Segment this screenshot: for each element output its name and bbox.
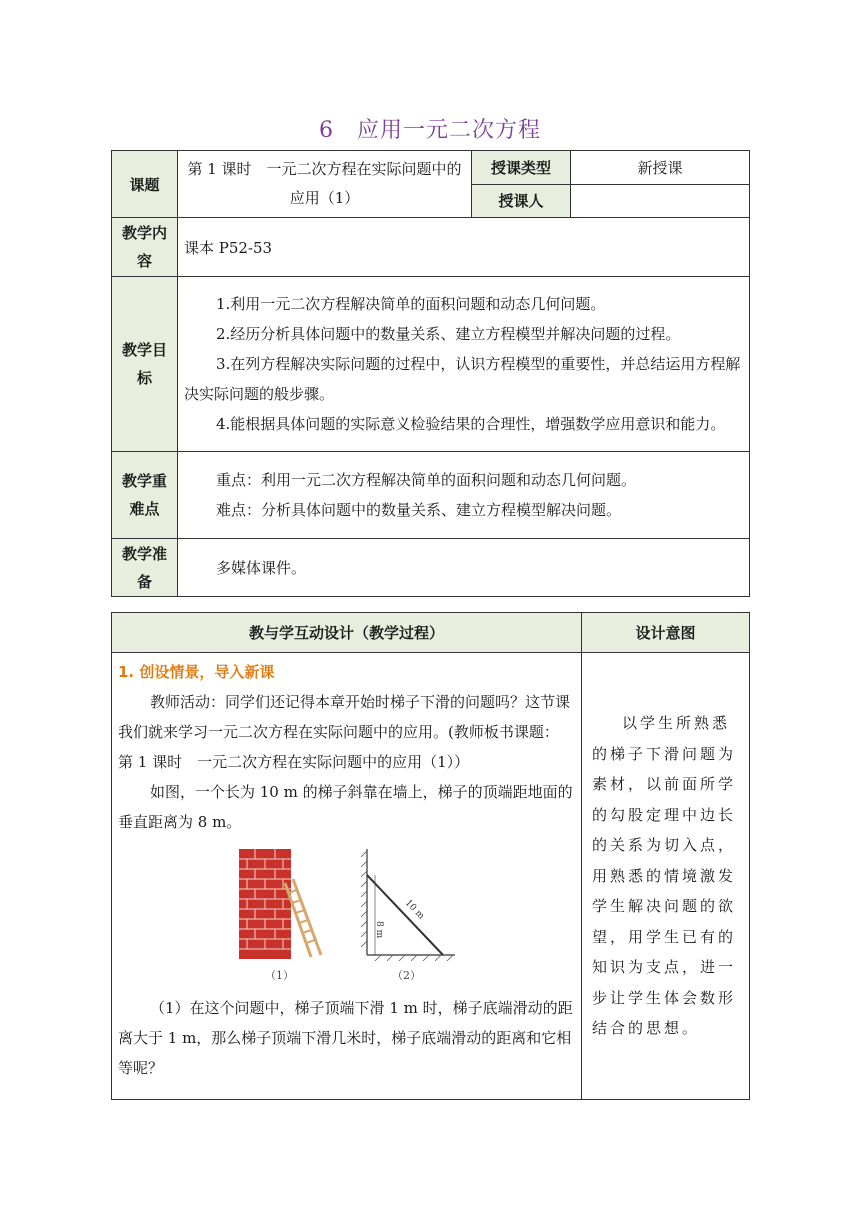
type-label: 授课类型 bbox=[472, 151, 571, 185]
ladder-triangle-diagram bbox=[355, 843, 459, 961]
goals-label: 教学目标 bbox=[112, 277, 178, 452]
goal-item: 2.经历分析具体问题中的数量关系、建立方程模型并解决问题的过程。 bbox=[216, 325, 681, 343]
page-title: 6 应用一元二次方程 bbox=[319, 118, 541, 143]
figure-1-caption: （1） bbox=[265, 969, 294, 982]
goal-item: 3.在列方程解决实际问题的过程中，认识方程模型的重要性，并总结运用方程解决实际问题的般步骤。 bbox=[184, 355, 741, 403]
prep-label: 教学准备 bbox=[112, 539, 178, 597]
goals-list bbox=[178, 277, 750, 452]
ladder-figures bbox=[118, 843, 575, 983]
height-label: 8 m bbox=[373, 921, 384, 939]
ladder-length-label: 10 m bbox=[402, 898, 426, 922]
difficult-point: 难点：分析具体问题中的数量关系、建立方程模型解决问题。 bbox=[216, 501, 622, 519]
goal-item: 4.能根据具体问题的实际意义检验结果的合理性，增强数学应用意识和能力。 bbox=[216, 415, 726, 433]
course-value: 第 1 课时 一元二次方程在实际问题中的应用（1） bbox=[178, 151, 472, 218]
intent-header: 设计意图 bbox=[582, 613, 750, 653]
problem-statement: 如图，一个长为 10 m 的梯子斜靠在墙上，梯子的顶端距地面的垂直距离为 8 m。 bbox=[118, 783, 573, 831]
figure-1 bbox=[235, 843, 325, 983]
content-label: 教学内容 bbox=[112, 218, 178, 277]
teacher-label: 授课人 bbox=[472, 184, 571, 218]
prep-value: 多媒体课件。 bbox=[216, 558, 307, 577]
content-value: 课本 P52-53 bbox=[178, 218, 750, 277]
design-intent-text: 以学生所熟悉的梯子下滑问题为素材，以前面所学的勾股定理中边长的关系为切入点，用熟悉的情境激发学生解决问题的欲望，用学生已有的知识为支点，进一步让学生体会数形结合的思想。 bbox=[592, 714, 737, 1038]
teacher-value bbox=[571, 184, 750, 218]
figure-2 bbox=[355, 843, 459, 983]
type-value: 新授课 bbox=[571, 151, 750, 185]
teacher-activity: 教师活动：同学们还记得本章开始时梯子下滑的问题吗？这节课我们就来学习一元二次方程在实际问题中的应用。(教师板书课题： 第 1 课时 一元二次方程在实际问题中的应用（1）） bbox=[118, 693, 571, 771]
process-table bbox=[111, 612, 750, 1100]
figure-2-caption: （2） bbox=[392, 969, 421, 982]
brick-wall-ladder-illustration bbox=[235, 843, 325, 961]
lesson-info-table bbox=[111, 150, 750, 597]
section-title: 1. 创设情景，导入新课 bbox=[118, 663, 275, 681]
keypoints-label: 教学重难点 bbox=[112, 452, 178, 539]
goal-item: 1.利用一元二次方程解决简单的面积问题和动态几何问题。 bbox=[216, 295, 606, 313]
process-content bbox=[112, 653, 582, 1100]
course-label: 课题 bbox=[112, 151, 178, 218]
design-intent bbox=[582, 653, 750, 1100]
process-header: 教与学互动设计（教学过程） bbox=[112, 613, 582, 653]
key-point: 重点：利用一元二次方程解决简单的面积问题和动态几何问题。 bbox=[216, 471, 637, 489]
question-1: （1）在这个问题中，梯子顶端下滑 1 m 时，梯子底端滑动的距离大于 1 m，那么梯子顶端下滑几米时，梯子底端滑动的距离和它相等呢？ bbox=[118, 999, 573, 1077]
